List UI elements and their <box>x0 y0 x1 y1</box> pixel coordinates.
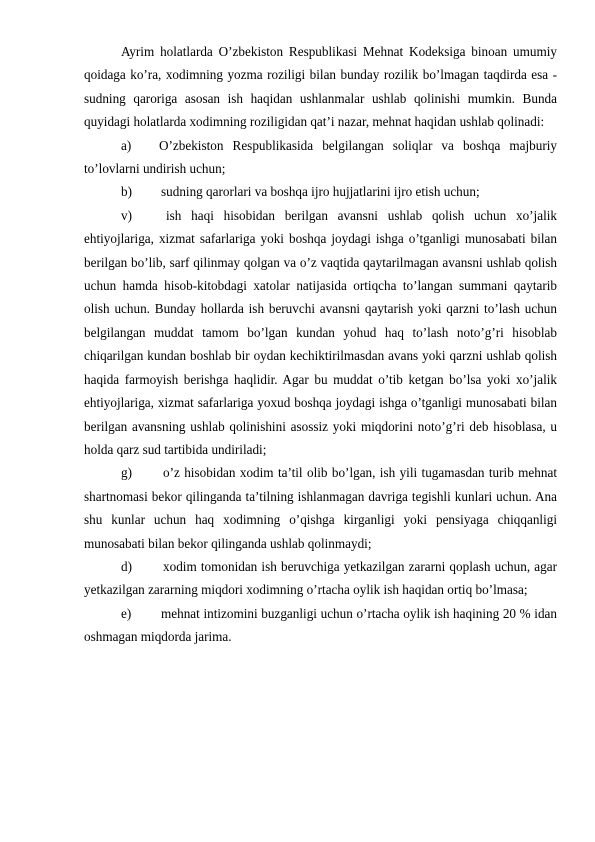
list-item-e <box>84 602 557 649</box>
list-item-text: xodim tomonidan ish beruvchiga yetkazilgan zararni qoplash uchun, agar yetkazilgan zararning miqdori xodimning o’rtacha oylik ish haqidan ortiq bo’lmasa; <box>84 558 557 598</box>
list-item-v <box>84 204 557 461</box>
list-item-text: ish haqi hisobidan berilgan avansni ushlab qolish uchun xo’jalik ehtiyojlariga, xizmat safarlariga yoki boshqa joydagi ishga o’tganligi munosabati bilan berilgan bo’lib, sarf qilinmay qolgan va o’z vaqtida qaytarilmagan avansni ushlab qolish uchun hamda hisob-kitobdagi xatolar natijasida ortiqcha to’langan summani qaytarib olish uchun. Bunday hollarda ish beruvchi avansni qaytarish yoki qarzni to’lash uchun belgilangan muddat tamom bo’lgan kundan yohud haq to’lash noto’g’ri hisoblab chiqarilgan kundan boshlab bir oydan kechiktirilmasdan avans yoki qarzni ushlab qolish haqida farmoyish berishga haqlidir. Agar bu muddat o’tib ketgan bo’lsa yoki xo’jalik ehtiyojlariga, xizmat safarlariga yoxud boshqa joydagi ishga o’tganligi munosabati bilan berilgan avansning ushlab qolinishini asossiz yoki miqdorini noto’g’ri deb hisoblasa, u holda qarz sud tartibida undiriladi; <box>84 207 557 457</box>
list-item-d <box>84 555 557 602</box>
document-page <box>84 40 557 649</box>
list-item-a <box>84 134 557 181</box>
list-item-b <box>84 180 557 203</box>
list-item-text: o’z hisobidan xodim ta’til olib bo’lgan, ish yili tugamasdan turib mehnat shartnomasi bekor qilinganda ta’tilning ishlanmagan davriga tegishli kunlari uchun. Ana shu kunlar uchun haq xodimning o’qishga kirganligi yoki pensiyaga chiqqanligi munosabati bilan bekor qilinganda ushlab qolinmaydi; <box>84 465 557 551</box>
list-marker: a) <box>121 137 132 153</box>
list-item-text: sudning qarorlari va boshqa ijro hujjatlarini ijro etish uchun; <box>161 184 480 200</box>
intro-paragraph: Ayrim holatlarda O’zbekiston Respublikasi Mehnat Kodeksiga binoan umumiy qoidaga ko’ra, xodimning yozma roziligi bilan bunday rozilik bo’lmagan taqdirda esa - sudning qaroriga asosan ish haqidan ushlanmalar ushlab qolinishi mumkin. Bunda quyidagi holatlarda xodimning roziligidan qat’i nazar, mehnat haqidan ushlab qolinadi: <box>84 44 557 130</box>
list-marker: e) <box>121 605 132 621</box>
list-marker: b) <box>121 184 132 200</box>
list-marker: g) <box>121 465 132 481</box>
list-item-text: O’zbekiston Respublikasida belgilangan soliqlar va boshqa majburiy to’lovlarni undirish uchun; <box>84 137 557 177</box>
list-marker: d) <box>121 558 132 574</box>
list-marker: v) <box>121 207 132 223</box>
list-item-text: mehnat intizomini buzganligi uchun o’rtacha oylik ish haqining 20 % idan oshmagan miqdorda jarima. <box>84 605 557 645</box>
list-item-g <box>84 461 557 555</box>
